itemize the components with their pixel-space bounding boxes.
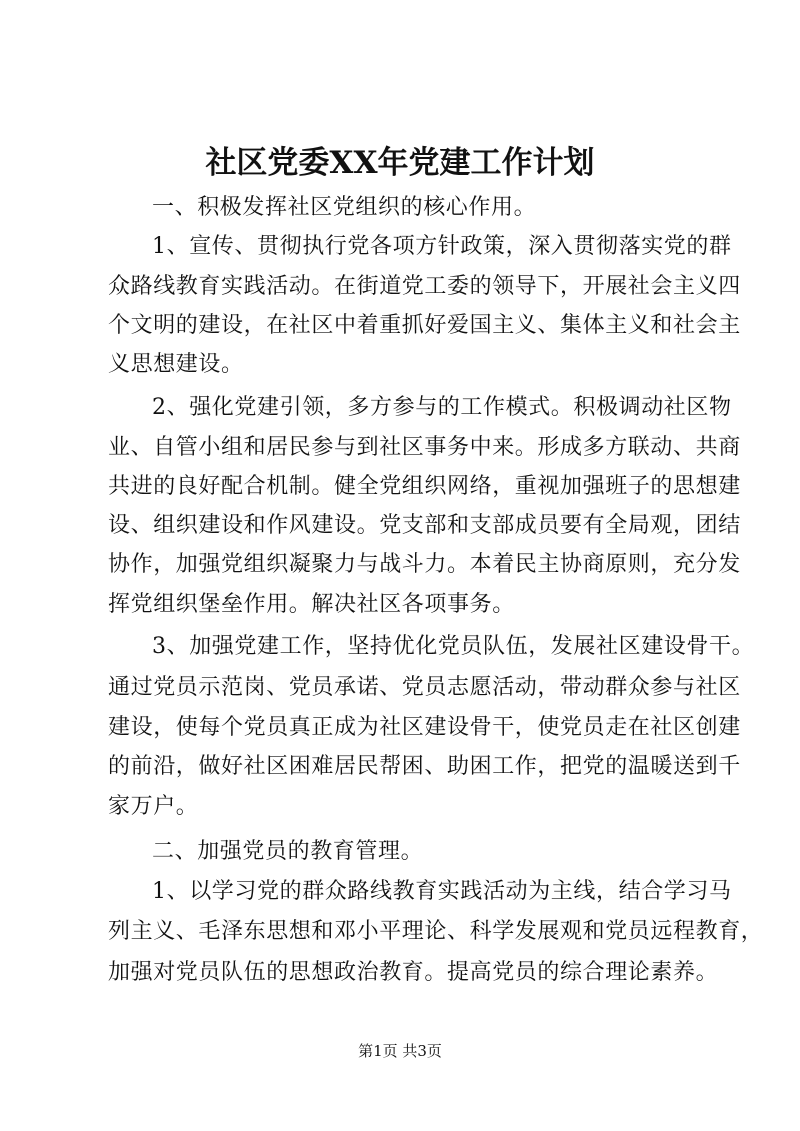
paragraph-line: 加强对党员队伍的思想政治教育。提高党员的综合理论素养。 bbox=[108, 960, 719, 985]
section-heading-1: 一、积极发挥社区党组织的核心作用。 bbox=[152, 195, 537, 220]
paragraph-line: 共进的良好配合机制。健全党组织网络，重视加强班子的思想建 bbox=[108, 474, 741, 499]
document-title: 社区党委XX年党建工作计划 bbox=[205, 145, 595, 181]
paragraph-line: 3、加强党建工作，坚持优化党员队伍，发展社区建设骨干。 bbox=[152, 634, 755, 659]
paragraph-line: 设、组织建设和作风建设。党支部和支部成员要有全局观，团结 bbox=[108, 513, 741, 538]
section-heading-2: 二、加强党员的教育管理。 bbox=[152, 839, 424, 864]
paragraph-line: 义思想建设。 bbox=[108, 352, 244, 377]
paragraph-line: 建设，使每个党员真正成为社区建设骨干，使党员走在社区创建 bbox=[108, 715, 741, 740]
paragraph-line: 个文明的建设，在社区中着重抓好爱国主义、集体主义和社会主 bbox=[108, 313, 741, 338]
paragraph-line: 挥党组织堡垒作用。解决社区各项事务。 bbox=[108, 592, 515, 617]
paragraph-line: 家万户。 bbox=[108, 794, 199, 819]
paragraph-line: 2、强化党建引领，多方参与的工作模式。积极调动社区物 bbox=[152, 395, 732, 420]
paragraph-line: 的前沿，做好社区困难居民帮困、助困工作，把党的温暖送到千 bbox=[108, 754, 741, 779]
paragraph-line: 众路线教育实践活动。在街道党工委的领导下，开展社会主义四 bbox=[108, 274, 741, 299]
paragraph-line: 1、以学习党的群众路线教育实践活动为主线，结合学习马 bbox=[152, 879, 732, 904]
paragraph-line: 协作，加强党组织凝聚力与战斗力。本着民主协商原则，充分发 bbox=[108, 552, 741, 577]
paragraph-line: 列主义、毛泽东思想和邓小平理论、科学发展观和党员远程教育， bbox=[108, 919, 764, 944]
paragraph-line: 业、自管小组和居民参与到社区事务中来。形成多方联动、共商 bbox=[108, 435, 741, 460]
paragraph-line: 1、宣传、贯彻执行党各项方针政策，深入贯彻落实党的群 bbox=[152, 234, 732, 259]
paragraph-line: 通过党员示范岗、党员承诺、党员志愿活动，带动群众参与社区 bbox=[108, 675, 741, 700]
page-footer: 第1页 共3页 bbox=[358, 1042, 442, 1060]
